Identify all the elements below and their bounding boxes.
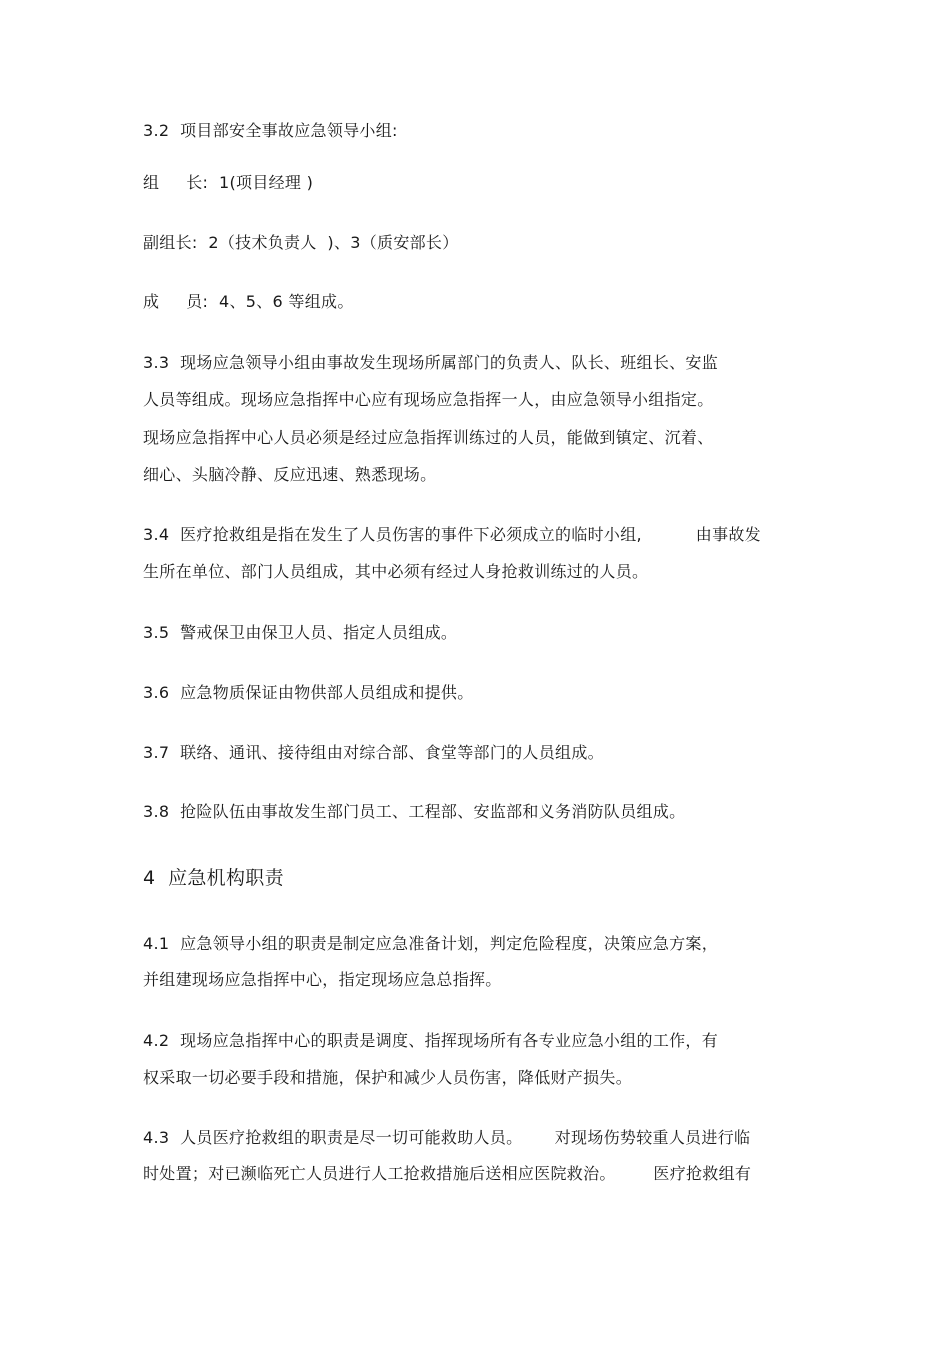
section-3-7: 3.7 联络、通讯、接待组由对综合部、食堂等部门的人员组成。 <box>143 743 604 762</box>
section-3-8: 3.8 抢险队伍由事故发生部门员工、工程部、安监部和义务消防队员组成。 <box>143 802 686 821</box>
section-3-3-line-4: 细心、头脑冷静、反应迅速、熟悉现场。 <box>143 465 437 484</box>
section-3-2-title: 3.2 项目部安全事故应急领导小组: <box>143 121 398 140</box>
team-leader-line: 组 长: 1(项目经理 ) <box>143 173 314 192</box>
section-4-3-line-1: 4.3 人员医疗抢救组的职责是尽一切可能救助人员。 对现场伤势较重人员进行临 <box>143 1128 751 1147</box>
section-4-3-line-2: 时处置；对已濒临死亡人员进行人工抢救措施后送相应医院救治。 医疗抢救组有 <box>143 1164 752 1183</box>
section-4-1-line-2: 并组建现场应急指挥中心，指定现场应急总指挥。 <box>143 970 502 989</box>
section-4-2-line-2: 权采取一切必要手段和措施，保护和减少人员伤害，降低财产损失。 <box>143 1068 633 1087</box>
section-4-1-line-1: 4.1 应急领导小组的职责是制定应急准备计划，判定危险程度，决策应急方案， <box>143 934 719 953</box>
section-4-heading: 4 应急机构职责 <box>143 867 284 889</box>
section-3-3-line-3: 现场应急指挥中心人员必须是经过应急指挥训练过的人员，能做到镇定、沉着、 <box>143 428 714 447</box>
section-3-6: 3.6 应急物质保证由物供部人员组成和提供。 <box>143 683 474 702</box>
section-3-4-line-2: 生所在单位、部门人员组成，其中必须有经过人身抢救训练过的人员。 <box>143 562 649 581</box>
section-4-2-line-1: 4.2 现场应急指挥中心的职责是调度、指挥现场所有各专业应急小组的工作，有 <box>143 1031 719 1050</box>
members-line: 成 员: 4、5、6 等组成。 <box>143 292 354 311</box>
section-3-5: 3.5 警戒保卫由保卫人员、指定人员组成。 <box>143 623 458 642</box>
section-3-4-line-1: 3.4 医疗抢救组是指在发生了人员伤害的事件下必须成立的临时小组, 由事故发 <box>143 525 761 544</box>
deputy-leader-line: 副组长: 2（技术负责人 )、3（质安部长） <box>143 233 459 252</box>
section-3-3-line-2: 人员等组成。现场应急指挥中心应有现场应急指挥一人，由应急领导小组指定。 <box>143 390 714 409</box>
section-3-3-line-1: 3.3 现场应急领导小组由事故发生现场所属部门的负责人、队长、班组长、安监 <box>143 353 719 372</box>
